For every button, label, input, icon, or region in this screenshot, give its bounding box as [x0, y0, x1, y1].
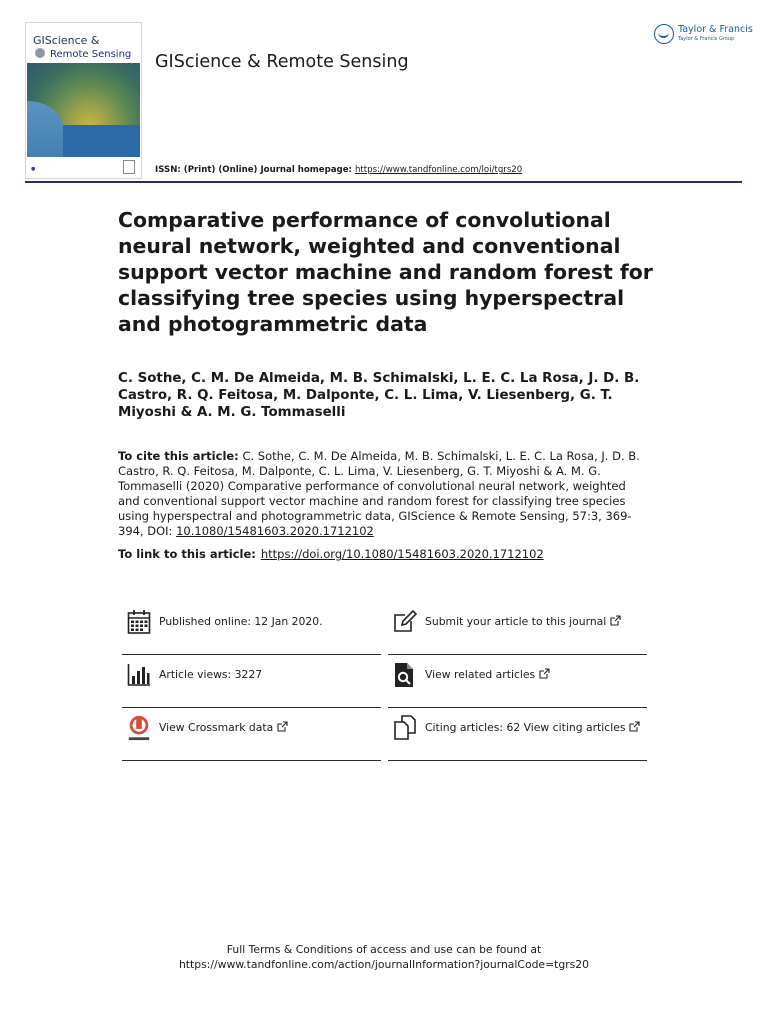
info-divider [388, 760, 647, 761]
globe-icon [35, 48, 45, 58]
citing-articles-link[interactable] [425, 721, 640, 734]
article-views-text: Article views: 3227 [159, 668, 263, 681]
terms-footer [84, 943, 684, 972]
info-divider [122, 707, 381, 708]
related-articles-link[interactable] [425, 668, 550, 681]
bar-chart-icon [127, 662, 151, 688]
cover-footer [26, 157, 141, 178]
search-document-icon [393, 662, 417, 688]
journal-title: GIScience & Remote Sensing [155, 52, 409, 72]
crossmark-link[interactable] [159, 721, 288, 734]
cite-doi-link[interactable]: 10.1080/15481603.2020.1712102 [176, 523, 374, 538]
publisher-name: Taylor & Francis [678, 24, 753, 35]
issn-line [155, 165, 522, 175]
external-link-icon [629, 721, 640, 732]
citing-articles-label: Citing articles: 62 View citing articles [425, 721, 626, 734]
crossmark-label: View Crossmark data [159, 721, 274, 734]
info-divider [388, 654, 647, 655]
crossmark-icon [127, 715, 151, 741]
info-divider [122, 654, 381, 655]
submit-article-link[interactable] [425, 615, 621, 628]
cover-title-line1: GIScience & [33, 34, 100, 47]
cover-publisher-logo: ● [31, 166, 36, 172]
article-link-line [118, 547, 544, 561]
info-divider [122, 760, 381, 761]
publisher-logo-icon [654, 24, 674, 44]
cite-label: To cite this article: [118, 449, 239, 463]
copy-documents-icon [393, 715, 417, 741]
submit-article-label: Submit your article to this journal [425, 615, 607, 628]
article-authors: C. Sothe, C. M. De Almeida, M. B. Schimalski, L. E. C. La Rosa, J. D. B. Castro, R. Q. Feitosa, M. Dalponte, C. L. Lima, V. Liesenberg, G. T. Miyoshi & A. M. G. Tommaselli [118, 371, 640, 420]
cover-barcode-icon [123, 160, 135, 174]
published-online-text: Published online: 12 Jan 2020. [159, 615, 323, 628]
cite-text: C. Sothe, C. M. De Almeida, M. B. Schimalski, L. E. C. La Rosa, J. D. B. Castro, R. Q. Feitosa, M. Dalponte, C. L. Lima, V. Liesenberg, G. T. Miyoshi & A. M. G. Tommaselli (2020) Comparative performance of convolutional neural network, weighted and conventional support vector machine and random forest for classifying tree species using hyperspectral and photogrammetric data, GIScience & Remote Sensing, 57:3, 369-394, DOI: [118, 449, 640, 538]
info-divider [388, 707, 647, 708]
publisher-group: Taylor & Francis Group [678, 36, 735, 42]
header-divider [25, 181, 742, 183]
article-doi-link[interactable]: https://doi.org/10.1080/15481603.2020.1712102 [260, 547, 544, 561]
external-link-icon [610, 615, 621, 626]
related-articles-label: View related articles [425, 668, 536, 681]
external-link-icon [539, 668, 550, 679]
edit-icon [393, 609, 417, 635]
terms-link[interactable]: https://www.tandfonline.com/action/journalInformation?journalCode=tgrs20 [178, 957, 590, 971]
journal-cover-image[interactable] [25, 22, 142, 179]
cover-title-line2: Remote Sensing [50, 49, 132, 60]
citation-block [118, 449, 650, 538]
calendar-icon [127, 609, 151, 635]
terms-line1: Full Terms & Conditions of access and use can be found at [226, 943, 542, 956]
external-link-icon [277, 721, 288, 732]
link-label: To link to this article: [118, 547, 256, 561]
article-title: Comparative performance of convolutional neural network, weighted and conventional support vector machine and random forest for classifying tree species using hyperspectral and photogrammetric data [118, 208, 653, 336]
journal-homepage-link[interactable]: https://www.tandfonline.com/loi/tgrs20 [354, 165, 523, 175]
issn-prefix: ISSN: (Print) (Online) Journal homepage: [155, 165, 355, 175]
